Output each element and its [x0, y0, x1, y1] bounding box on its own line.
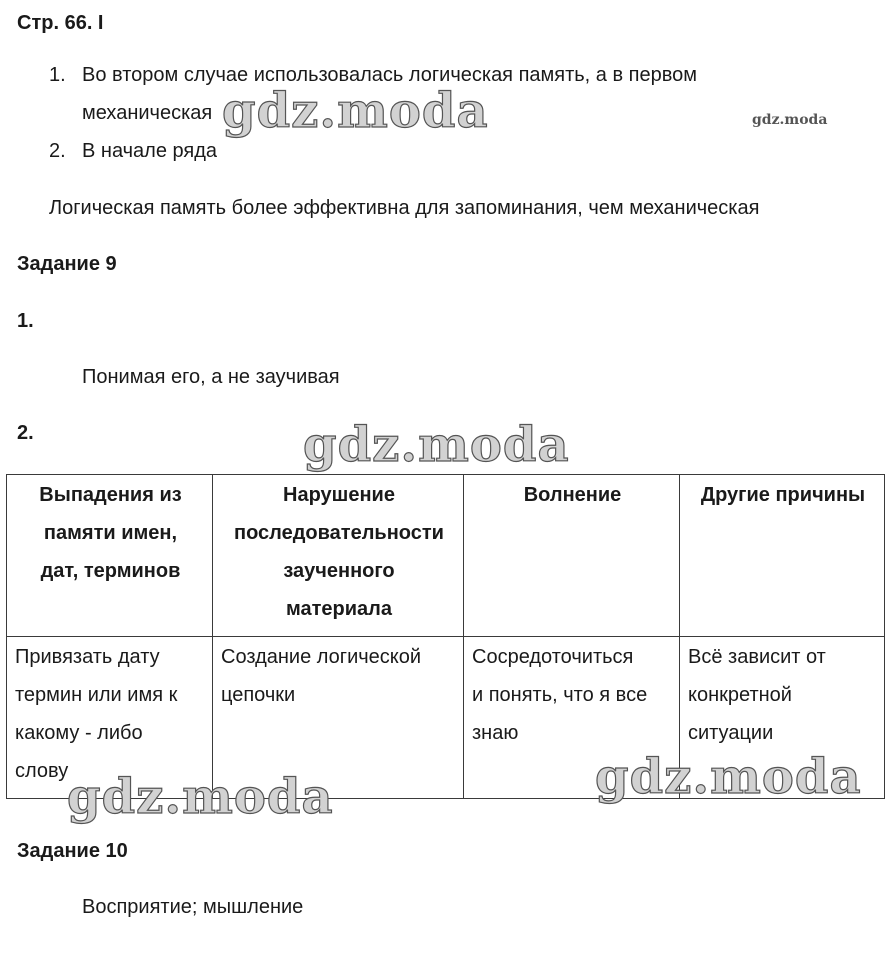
watermark: gdz.moda — [67, 769, 334, 825]
watermark: gdz.moda — [595, 749, 862, 805]
watermark-small: gdz.moda — [752, 112, 828, 128]
conclusion-text: Логическая память более эффективна для запоминания, чем механическая — [49, 197, 760, 219]
table-header-cell: Нарушение последовательности заученного материала — [213, 475, 464, 637]
task9-q1-answer: Понимая его, а не заучивая — [82, 366, 340, 388]
list-item-2-text: В начале ряда — [82, 140, 218, 162]
table-header-cell: Другие причины — [680, 475, 885, 637]
task9-heading: Задание 9 — [17, 253, 117, 275]
task9-q1-number: 1. — [17, 310, 34, 332]
task10-answer: Восприятие; мышление — [82, 896, 304, 918]
watermark: gdz.moda — [222, 83, 489, 139]
table-cell: Сосредоточиться и понять, что я все знаю — [464, 637, 680, 799]
list-item-1-line2: механическая — [82, 102, 213, 124]
table-cell: Создание логической цепочки — [213, 637, 464, 799]
task9-q2-number: 2. — [17, 422, 34, 444]
table-header-row — [7, 475, 885, 637]
table-header-cell: Волнение — [464, 475, 680, 637]
table-header-cell: Выпадения из памяти имен, дат, терминов — [7, 475, 213, 637]
list-item-1-line1: Во втором случае использовалась логическая память, а в первом — [82, 64, 698, 86]
table-cell: Привязать дату термин или имя к какому - либо слову — [7, 637, 213, 799]
list-item-2-number: 2. — [49, 140, 66, 162]
list-item-1-number: 1. — [49, 64, 66, 86]
page-label: Стр. 66. I — [17, 12, 104, 34]
task10-heading: Задание 10 — [17, 840, 128, 862]
watermark: gdz.moda — [303, 417, 570, 473]
table-cell: Всё зависит от конкретной ситуации — [680, 637, 885, 799]
